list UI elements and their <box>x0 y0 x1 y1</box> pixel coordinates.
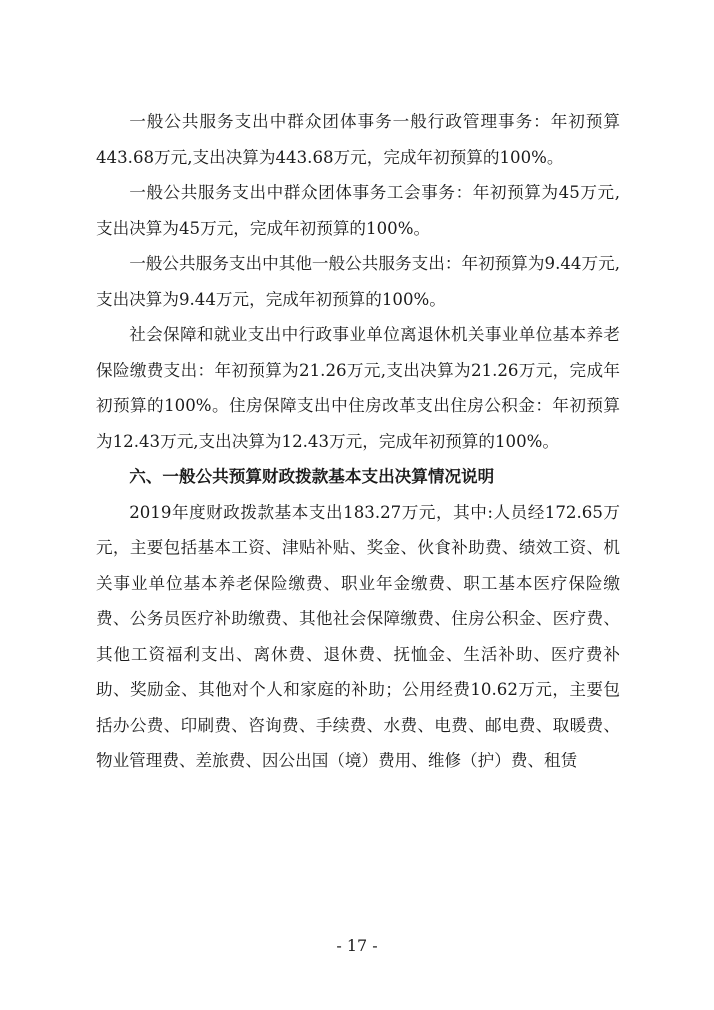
paragraph-general-admin: 一般公共服务支出中群众团体事务一般行政管理事务：年初预算443.68万元,支出决算为443.68万元，完成年初预算的100%。 <box>96 112 620 167</box>
document-body <box>96 104 620 779</box>
paragraph-social-security-housing: 社会保障和就业支出中行政事业单位离退休机关事业单位基本养老保险缴费支出：年初预算为21.26万元,支出决算为21.26万元，完成年初预算的100%。住房保障支出中住房改革支出住房公积金：年初预算为12.43万元,支出决算为12.43万元，完成年初预算的100%。 <box>96 325 620 451</box>
section-heading: 六、一般公共预算财政拨款基本支出决算情况说明 <box>129 467 495 486</box>
page-number: - 17 - <box>336 936 378 955</box>
paragraph-union-affairs: 一般公共服务支出中群众团体事务工会事务：年初预算为45万元,支出决算为45万元，完成年初预算的100%。 <box>96 183 620 238</box>
paragraph-basic-expenditure: 2019年度财政拨款基本支出183.27万元，其中:人员经172.65万元，主要包括基本工资、津贴补贴、奖金、伙食补助费、绩效工资、机关事业单位基本养老保险缴费、职业年金缴费、职工基本医疗保险缴费、公务员医疗补助缴费、其他社会保障缴费、住房公积金、医疗费、其他工资福利支出、离休费、退休费、抚恤金、生活补助、医疗费补助、奖励金、其他对个人和家庭的补助；公用经费10.62万元，主要包括办公费、印刷费、咨询费、手续费、水费、电费、邮电费、取暖费、物业管理费、差旅费、因公出国（境）费用、维修（护）费、租赁 <box>96 502 620 770</box>
paragraph-other-public-services: 一般公共服务支出中其他一般公共服务支出：年初预算为9.44万元,支出决算为9.44万元，完成年初预算的100%。 <box>96 254 620 309</box>
